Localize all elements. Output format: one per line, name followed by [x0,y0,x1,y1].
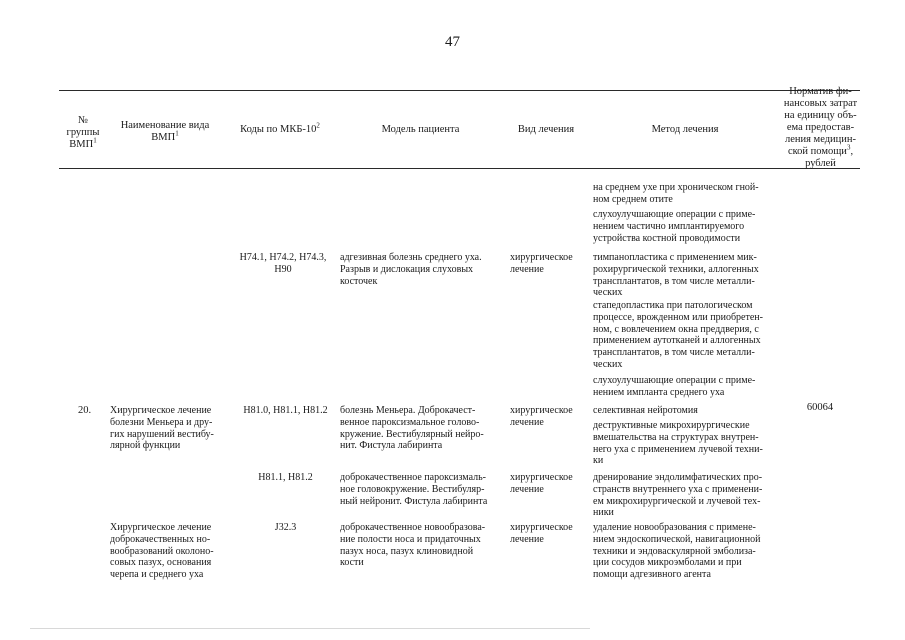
method-cell: деструктивные микрохирургические вмешательства на структурах внутрен- него уха с применением лучевой техни- ки [593,420,763,467]
header-patient-model: Модель пациента [381,124,460,135]
patient-model-cell: адгезивная болезнь среднего уха. Разрыв и дислокация слуховых косточек [340,252,482,287]
method-cell: слухоулучшающие операции с приме- нением импланта среднего уха [593,375,756,398]
header-top-rule [59,90,860,91]
vmp-name-cell: Хирургическое лечение болезни Меньера и дру- гих нарушений вестибу- лярной функции [110,405,214,452]
header-financial-norm: Норматив фи- нансовых затрат на единицу объ- ема предостав- ления медицин- ской помощи$^3$, рублей [783,86,858,169]
treatment-type-cell: хирургическое лечение [510,252,573,275]
treatment-type-cell: хирургическое лечение [510,472,573,495]
header-group-number: № группы ВМП$^1$ [66,115,100,150]
icd-codes-cell: J32.3 [274,522,297,533]
header-bottom-rule [59,168,860,169]
method-cell: дренирование эндолимфатических про- странств внутреннего уха с применени- ем микрохирургической и лучевой тех- ники [593,472,763,519]
header-vmp-name: Наименование вида ВМП$^1$ [120,120,210,143]
scan-artifact-line [30,628,590,629]
treatment-type-cell: хирургическое лечение [510,405,573,428]
patient-model-cell: доброкачественное пароксизмаль- ное головокружение. Вестибуляр- ный нейронит. Фистула лабиринта [340,472,488,507]
financial-norm-cell: 60064 [806,402,834,413]
header-treatment-type: Вид лечения [517,124,575,135]
page-number: 47 [445,34,460,50]
group-number-cell: 20. [78,405,92,416]
icd-codes-cell: H81.0, H81.1, H81.2 [243,405,328,416]
header-treatment-method: Метод лечения [651,124,719,135]
icd-codes-cell: H81.1, H81.2 [258,472,313,483]
treatment-type-cell: хирургическое лечение [510,522,573,545]
method-cell: тимпанопластика с применением мик- рохирургической техники, аллогенных трансплантатов, в том числе металли- ческих [593,252,759,299]
header-icd-codes: Коды по МКБ-$10^2$ [240,121,320,135]
method-cell: на среднем ухе при хроническом гной- ном среднем отите [593,182,759,205]
patient-model-cell: болезнь Меньера. Доброкачест- венное пароксизмальное голово- кружение. Вестибулярный нейро- нит. Фистула лабиринта [340,405,484,452]
method-cell: селективная нейротомия [593,405,698,416]
patient-model-cell: доброкачественное новообразова- ние полости носа и придаточных пазух носа, пазух клиновидной кости [340,522,486,569]
vmp-name-cell: Хирургическое лечение доброкачественных но- вообразований околоно- совых пазух, основания черепа и среднего уха [110,522,214,581]
method-cell: стапедопластика при патологическом процессе, врожденном или приобретен- ном, с вовлечением окна преддверия, с применением аутотканей и аллогенных трансплантатов, в том числе металли- ческих [593,300,763,370]
method-cell: слухоулучшающие операции с приме- нением частично имплантируемого устройства костной проводимости [593,209,756,244]
method-cell: удаление новообразования с примене- нием эндоскопической, навигационной техники и эндоваскулярной эмболиза- ции сосудов микроэмболами и при помощи адгезивного агента [593,522,761,581]
icd-codes-cell: H74.1, H74.2, H74.3, H90 [239,252,327,275]
